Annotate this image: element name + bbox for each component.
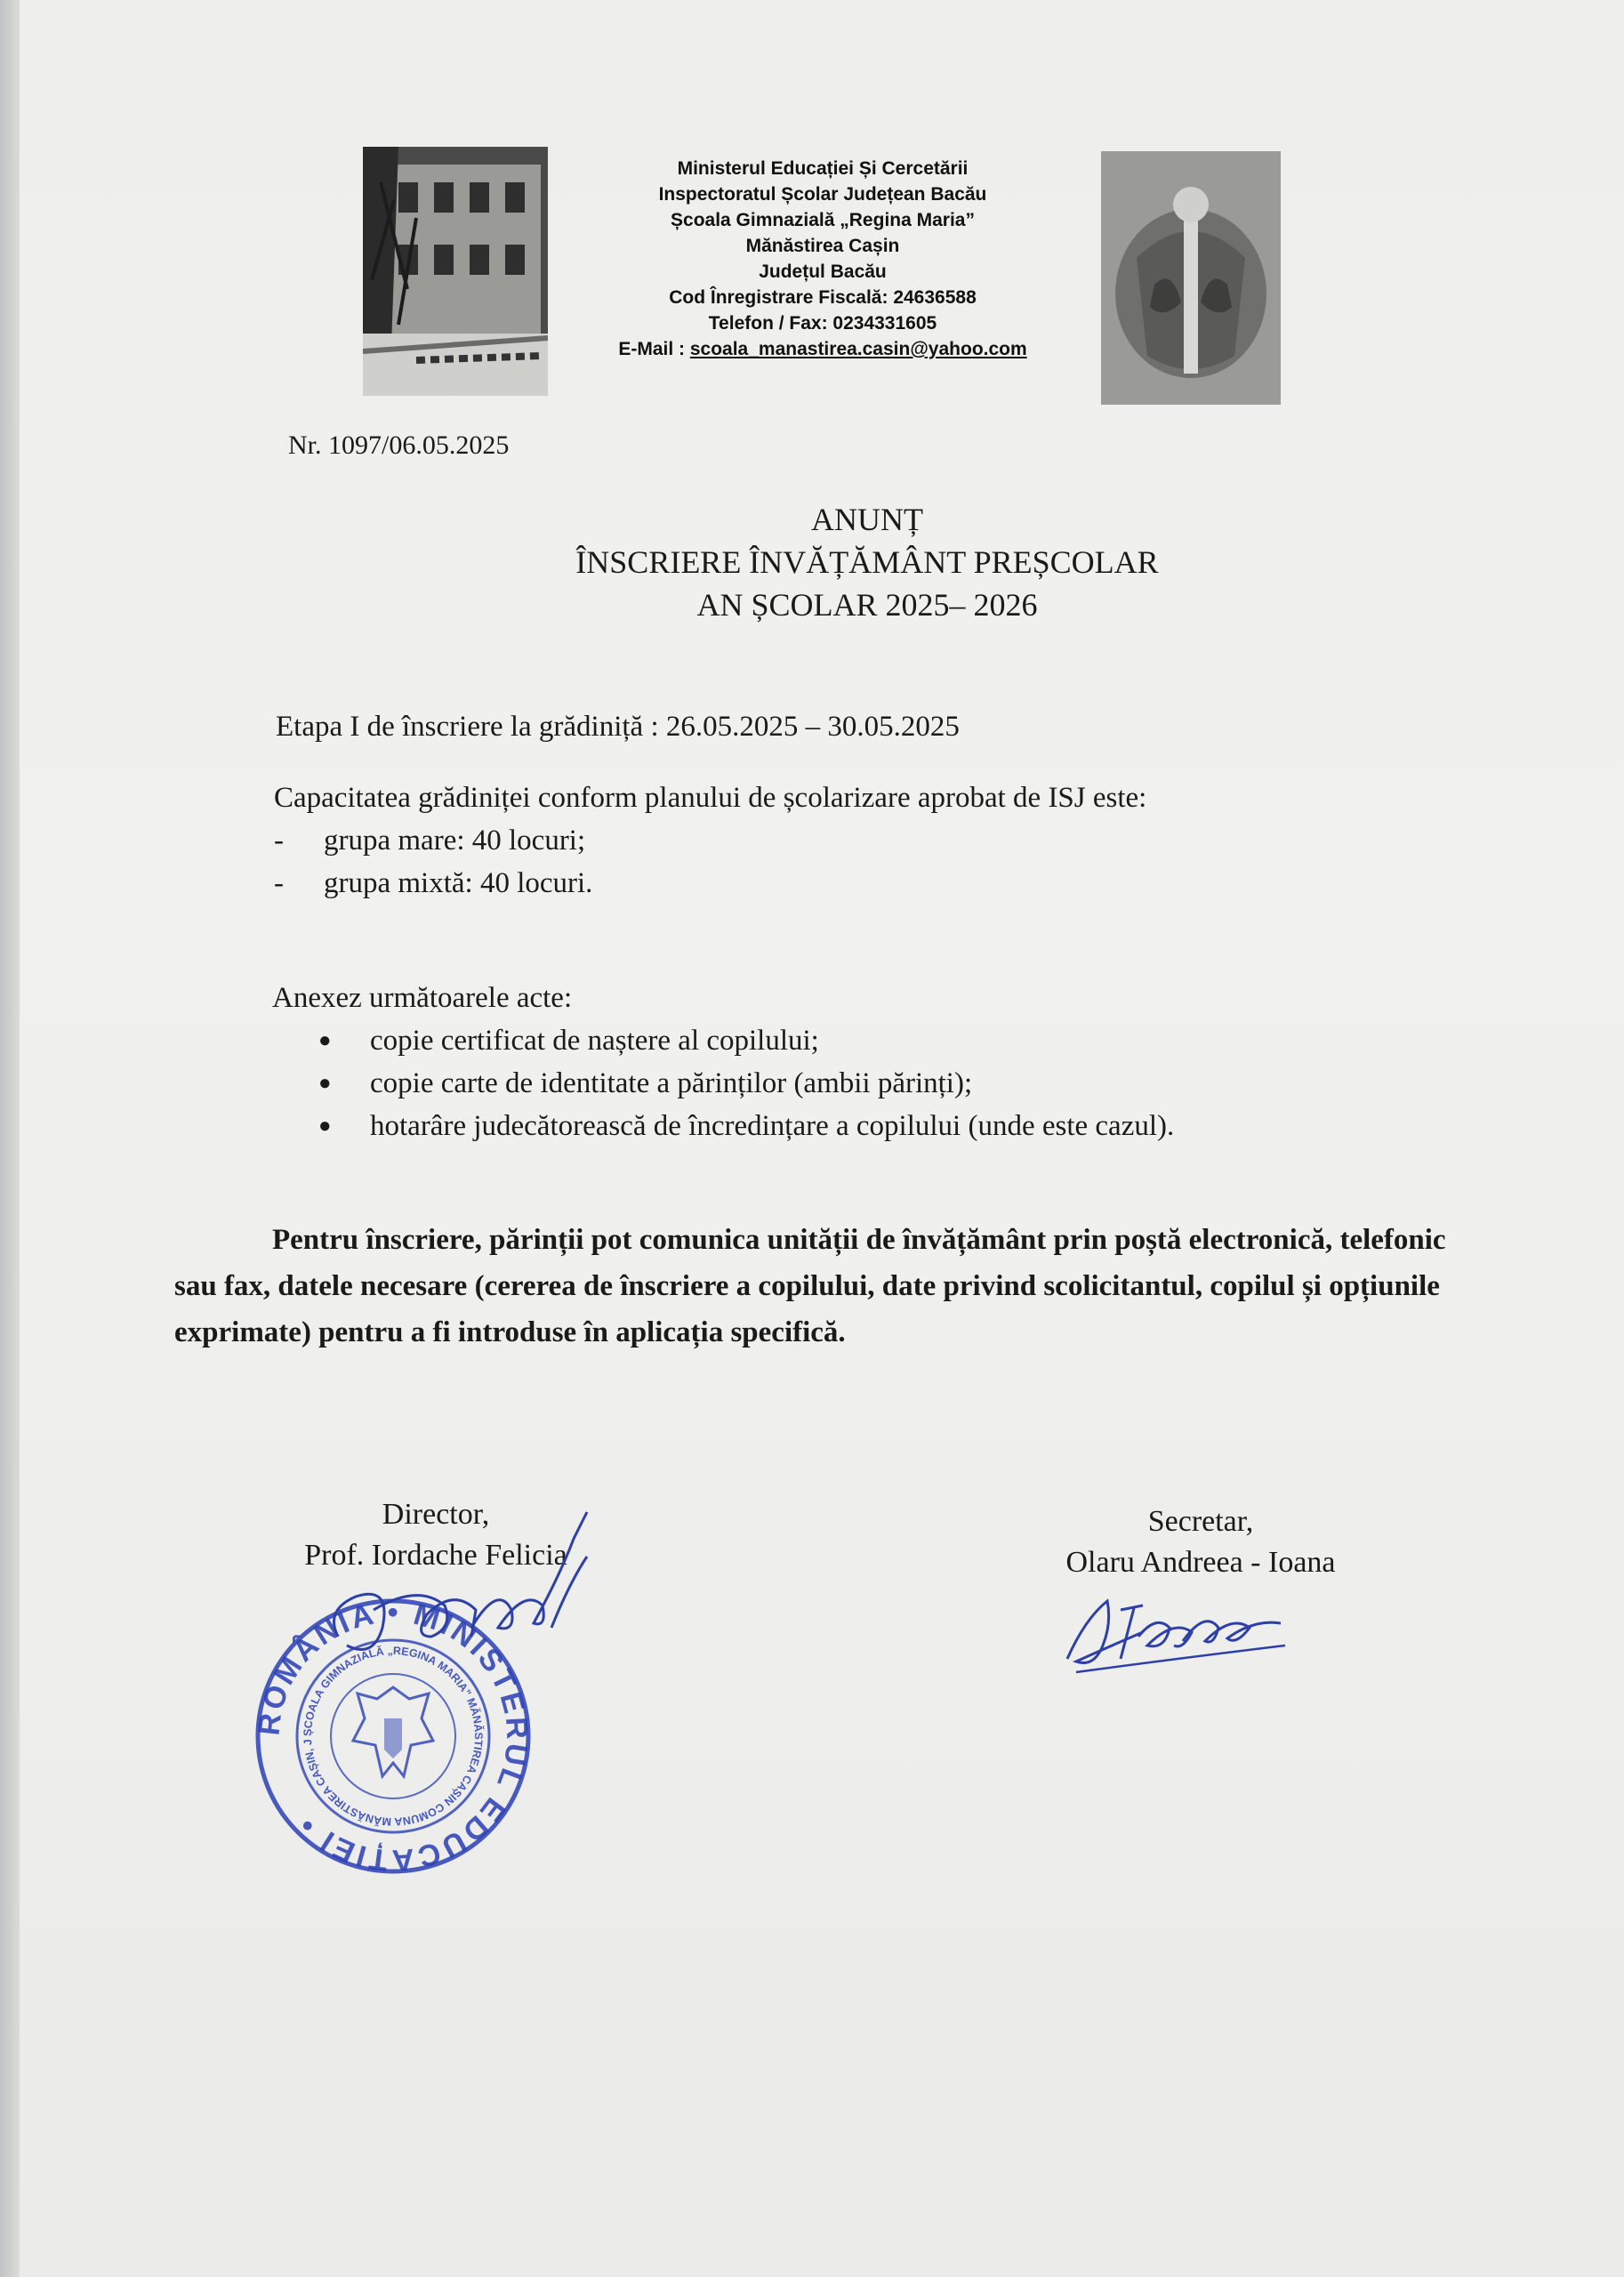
letterhead-county: Județul Bacău	[759, 261, 887, 282]
dash-marker: -	[274, 867, 284, 899]
letterhead-email	[551, 336, 1094, 362]
director-name: Prof. Iordache Felicia	[304, 1539, 567, 1572]
annex-intro: Anexez următoarele acte:	[272, 982, 573, 1014]
capacity-intro: Capacitatea grădiniței conform planului de școlarizare aprobat de ISJ este:	[274, 782, 1147, 814]
coat-of-arms-icon	[353, 1687, 433, 1776]
annex-item-text: copie certificat de naștere al copilului;	[370, 1025, 819, 1057]
school-building-photo	[363, 147, 548, 396]
annex-item-text: copie carte de identitate a părinților (ambii părinți);	[370, 1067, 973, 1099]
email-label: E-Mail :	[618, 339, 690, 359]
stamp-outer-text: ROMÂNIA • MINISTERUL EDUCAȚIEI •	[252, 1595, 535, 1878]
list-item	[274, 819, 1430, 862]
title-line-announcement: ANUNȚ	[811, 502, 923, 537]
letterhead-phone: Telefon / Fax: 0234331605	[708, 313, 937, 334]
annex-item-text: hotarâre judecătorească de încredințare a copilului (unde este cazul).	[370, 1110, 1175, 1142]
letterhead-fiscal-code: Cod Înregistrare Fiscală: 24636588	[669, 287, 977, 308]
bullet-marker: ●	[318, 1072, 332, 1095]
capacity-section	[274, 776, 1430, 905]
school-emblem-image	[1101, 151, 1281, 405]
registration-number: Nr. 1097/06.05.2025	[288, 430, 510, 460]
secretary-name: Olaru Andreea - Ioana	[1065, 1546, 1336, 1579]
title-line-school-year: AN ȘCOLAR 2025– 2026	[696, 587, 1038, 623]
director-title: Director,	[382, 1498, 490, 1531]
letterhead	[551, 156, 1094, 362]
page-edge-shadow	[0, 0, 20, 2277]
secretary-signature-block	[1014, 1501, 1387, 1583]
title-line-enrollment: ÎNSCRIERE ÎNVĂȚĂMÂNT PREȘCOLAR	[575, 544, 1159, 580]
announcement-title	[356, 498, 1379, 626]
list-item	[272, 1105, 1473, 1147]
secretary-handwritten-signature	[1058, 1583, 1298, 1681]
list-item	[274, 862, 1430, 905]
bullet-marker: ●	[318, 1029, 332, 1052]
director-handwritten-signature	[320, 1503, 614, 1672]
capacity-item-text: grupa mixtă: 40 locuri.	[324, 867, 593, 899]
list-item	[272, 1019, 1473, 1062]
enrollment-notice: Pentru înscriere, părinții pot comunica unității de învățământ prin poștă electronică, telefonic sau fax, datele necesare (cererea de înscriere a copilului, date privind scolicitantul, copilul și opțiunile exprimate) pentru a fi introduse în aplicația specifică.	[174, 1224, 1446, 1348]
stamp-inner-text: ȘCOALA GIMNAZIALĂ „REGINA MARIA” MĂNĂSTIREA CAȘIN COMUNA MĂNĂSTIREA CAȘIN, J	[301, 1644, 486, 1829]
letterhead-school: Școala Gimnazială „Regina Maria”	[671, 210, 975, 230]
annex-section	[272, 977, 1473, 1147]
annex-list	[272, 1019, 1473, 1147]
letterhead-inspectorate: Inspectoratul Școlar Județean Bacău	[658, 184, 987, 205]
capacity-item-text: grupa mare: 40 locuri;	[324, 825, 586, 857]
secretary-title: Secretar,	[1147, 1505, 1254, 1538]
email-link[interactable]: scoala_manastirea.casin@yahoo.com	[689, 339, 1027, 359]
list-item	[272, 1062, 1473, 1105]
dash-marker: -	[274, 825, 284, 857]
letterhead-ministry: Ministerul Educației Și Cercetării	[677, 158, 969, 179]
letterhead-locality: Mănăstirea Cașin	[745, 236, 900, 256]
enrollment-stage: Etapa I de înscriere la grădiniță : 26.05.2025 – 30.05.2025	[276, 711, 960, 743]
capacity-list	[274, 819, 1430, 905]
bullet-marker: ●	[318, 1114, 332, 1138]
